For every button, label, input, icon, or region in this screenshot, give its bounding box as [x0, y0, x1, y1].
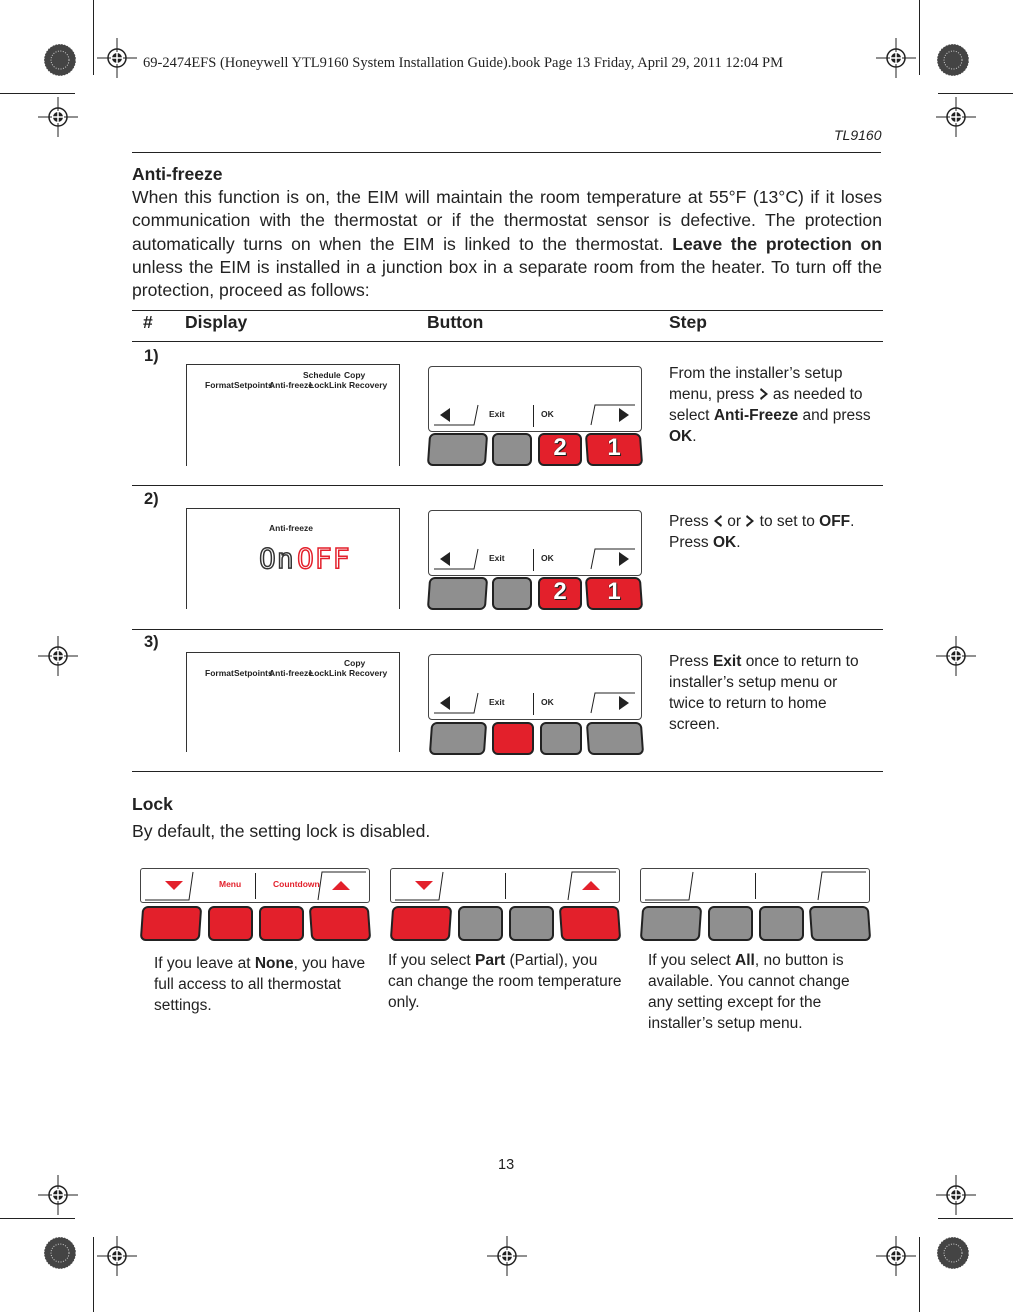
right-chevron-icon — [745, 514, 755, 528]
divider — [533, 549, 534, 571]
table-bottom-rule — [132, 771, 883, 772]
option-on: On — [259, 542, 295, 575]
thermostat-button[interactable] — [259, 906, 304, 941]
registration-target-icon — [876, 38, 916, 78]
row-number: 1) — [144, 347, 159, 365]
menu-option: Schedule — [303, 370, 341, 380]
menu-option: Recovery — [349, 380, 388, 390]
exit-label: Exit — [489, 697, 505, 707]
lock-all-caption — [648, 950, 876, 1034]
thermostat-button[interactable] — [640, 906, 702, 941]
thermostat-button[interactable] — [559, 906, 621, 941]
row-rule — [132, 485, 883, 486]
button-label-panel — [428, 654, 642, 720]
lock-none-panel — [140, 868, 370, 903]
table-top-rule — [132, 310, 883, 311]
registration-target-icon — [38, 1175, 78, 1215]
button-label-panel — [428, 366, 642, 432]
step-badge: 1 — [607, 578, 621, 605]
registration-target-icon — [38, 636, 78, 676]
right-chevron-icon — [759, 387, 769, 401]
menu-option: Format — [205, 668, 234, 678]
paragraph-text: unless the EIM is installed in a junction box in a separate room from the heater. To turn off the protection, proceed as follows: — [132, 256, 882, 301]
registration-target-icon — [97, 1236, 137, 1276]
lock-none-caption — [154, 953, 379, 1016]
registration-target-icon — [487, 1236, 527, 1276]
crop-mark — [0, 1218, 75, 1219]
thermostat-button[interactable] — [759, 906, 804, 941]
caption-emphasis: All — [735, 952, 755, 969]
thermostat-button[interactable] — [458, 906, 503, 941]
divider — [255, 873, 256, 899]
ok-label: OK — [541, 697, 554, 707]
menu-option: Copy — [344, 658, 366, 668]
menu-option: Setpoints — [234, 668, 273, 678]
divider — [533, 405, 534, 427]
option-off-selected: OFF — [297, 542, 351, 575]
thermostat-button[interactable] — [809, 906, 871, 941]
registration-target-icon — [876, 1236, 916, 1276]
column-header-step: Step — [669, 312, 707, 332]
crop-mark — [93, 1237, 94, 1312]
row-number: 3) — [144, 633, 159, 651]
display-title: Anti-freeze — [269, 523, 313, 533]
step-text-part: or — [727, 513, 742, 530]
step-text-part: as needed to select — [669, 386, 863, 424]
thermostat-button[interactable] — [309, 906, 371, 941]
right-arrow-icon — [589, 403, 637, 427]
thermostat-display — [186, 364, 400, 466]
step-text-part: . — [692, 428, 697, 445]
caption-text: If you select — [388, 952, 471, 969]
registration-rosette-icon — [43, 1236, 77, 1270]
step-text-part: and press — [802, 407, 871, 424]
row-rule — [132, 629, 883, 630]
crop-mark — [93, 0, 94, 75]
row-number: 2) — [144, 490, 159, 508]
antifreeze-paragraph — [132, 186, 882, 302]
thermostat-button[interactable] — [492, 433, 532, 466]
menu-option-selected: Format — [205, 380, 234, 390]
step-emphasis: OFF — [819, 513, 851, 530]
step-text — [669, 363, 874, 447]
column-header-button: Button — [427, 312, 484, 332]
print-header-line: 69-2474EFS (Honeywell YTL9160 System Installation Guide).book Page 13 Friday, April 29, 2011 12:04 PM — [143, 55, 783, 71]
table-header-rule — [132, 341, 883, 342]
crop-mark — [0, 93, 75, 94]
step-emphasis: OK — [669, 428, 693, 445]
ok-label: OK — [541, 553, 554, 563]
left-chevron-icon — [713, 514, 723, 528]
thermostat-button[interactable] — [492, 577, 532, 610]
caption-text: If you leave at — [154, 955, 251, 972]
menu-option: Lock — [309, 380, 329, 390]
caption-emphasis: Part — [475, 952, 506, 969]
thermostat-button[interactable] — [208, 906, 253, 941]
up-arrow-icon — [566, 870, 618, 902]
button-label-panel — [428, 510, 642, 576]
menu-option: Link — [329, 380, 347, 390]
left-arrow-icon — [432, 691, 480, 715]
column-header-display: Display — [185, 312, 248, 332]
step-text — [669, 651, 874, 735]
step-text-part: . Press — [669, 513, 855, 551]
registration-rosette-icon — [936, 1236, 970, 1270]
registration-target-icon — [936, 1175, 976, 1215]
thermostat-button[interactable] — [427, 433, 488, 466]
caption-emphasis: None — [254, 955, 294, 972]
registration-rosette-icon — [43, 43, 77, 77]
registration-rosette-icon — [936, 43, 970, 77]
caption-text: , you have full access to all thermostat settings. — [154, 955, 366, 1014]
caption-text: , no button is available. You cannot change any setting except for the installer’s setup menu. — [648, 952, 850, 1032]
crop-mark — [938, 93, 1013, 94]
countdown-label: Countdown — [273, 879, 320, 889]
thermostat-button[interactable] — [140, 906, 202, 941]
menu-option: Link — [329, 668, 347, 678]
down-arrow-icon — [143, 870, 195, 902]
divider — [505, 873, 506, 899]
lock-intro: By default, the setting lock is disabled. — [132, 821, 431, 841]
exit-label: Exit — [489, 553, 505, 563]
menu-option-selected: Anti-freeze — [269, 668, 313, 678]
step-text — [669, 511, 874, 553]
lock-part-caption — [388, 950, 623, 1013]
thermostat-button[interactable] — [708, 906, 753, 941]
panel-edge — [643, 870, 695, 902]
thermostat-button[interactable] — [540, 722, 582, 755]
page-number: 13 — [498, 1157, 515, 1173]
right-arrow-icon — [589, 547, 637, 571]
step-text-part: once to return to installer’s setup menu or twice to return to home screen. — [669, 653, 859, 733]
thermostat-button[interactable] — [586, 722, 644, 755]
registration-target-icon — [97, 38, 137, 78]
step-emphasis: Anti-Freeze — [713, 407, 799, 424]
thermostat-button[interactable] — [429, 722, 487, 755]
section-heading-lock: Lock — [132, 794, 173, 814]
step-badge: 1 — [607, 434, 621, 461]
divider — [755, 873, 756, 899]
lock-all-panel — [640, 868, 870, 903]
header-rule — [132, 152, 881, 153]
exit-label: Exit — [489, 409, 505, 419]
menu-option: Anti-freeze — [269, 380, 313, 390]
step-badge: 2 — [553, 578, 567, 605]
left-arrow-icon — [432, 547, 480, 571]
paragraph-text: When this function is on, the EIM will maintain the room temperature at 55°F (13°C) if it loses communication with the thermostat or if the thermostat sensor is defective. The protection automatically turns on when the EIM is linked to the thermostat. — [132, 187, 882, 254]
thermostat-button-exit[interactable] — [492, 722, 534, 755]
registration-target-icon — [936, 636, 976, 676]
left-arrow-icon — [432, 403, 480, 427]
lock-part-panel — [390, 868, 620, 903]
caption-text: (Partial), you can change the room temperature only. — [388, 952, 622, 1011]
panel-edge — [816, 870, 868, 902]
step-badge: 2 — [553, 434, 567, 461]
menu-option: Recovery — [349, 668, 388, 678]
ok-label: OK — [541, 409, 554, 419]
registration-target-icon — [38, 97, 78, 137]
thermostat-button[interactable] — [427, 577, 488, 610]
section-heading-antifreeze: Anti-freeze — [132, 164, 223, 184]
registration-target-icon — [936, 97, 976, 137]
caption-text: If you select — [648, 952, 731, 969]
step-emphasis: OK — [712, 534, 737, 551]
step-text-part: Press — [669, 513, 709, 530]
step-text-part: From the installer’s setup menu, press — [669, 365, 843, 403]
crop-mark — [919, 1237, 920, 1312]
right-arrow-icon — [589, 691, 637, 715]
thermostat-display — [186, 652, 400, 752]
menu-option: Lock — [309, 668, 329, 678]
down-arrow-icon — [393, 870, 445, 902]
step-text-part: to set to — [759, 513, 815, 530]
thermostat-button[interactable] — [390, 906, 452, 941]
column-header-num: # — [143, 312, 153, 332]
step-text-part: Press — [669, 653, 709, 670]
step-text-part: . — [736, 534, 741, 551]
thermostat-button[interactable] — [509, 906, 554, 941]
up-arrow-icon — [316, 870, 368, 902]
menu-option: Setpoints — [234, 380, 273, 390]
step-emphasis: Exit — [712, 653, 742, 670]
thermostat-display — [186, 508, 400, 609]
menu-option: Copy — [344, 370, 366, 380]
menu-label: Menu — [219, 879, 242, 889]
crop-mark — [938, 1218, 1013, 1219]
crop-mark — [919, 0, 920, 75]
model-label: TL9160 — [834, 127, 882, 143]
paragraph-emphasis: Leave the protection on — [672, 233, 882, 254]
divider — [533, 693, 534, 715]
